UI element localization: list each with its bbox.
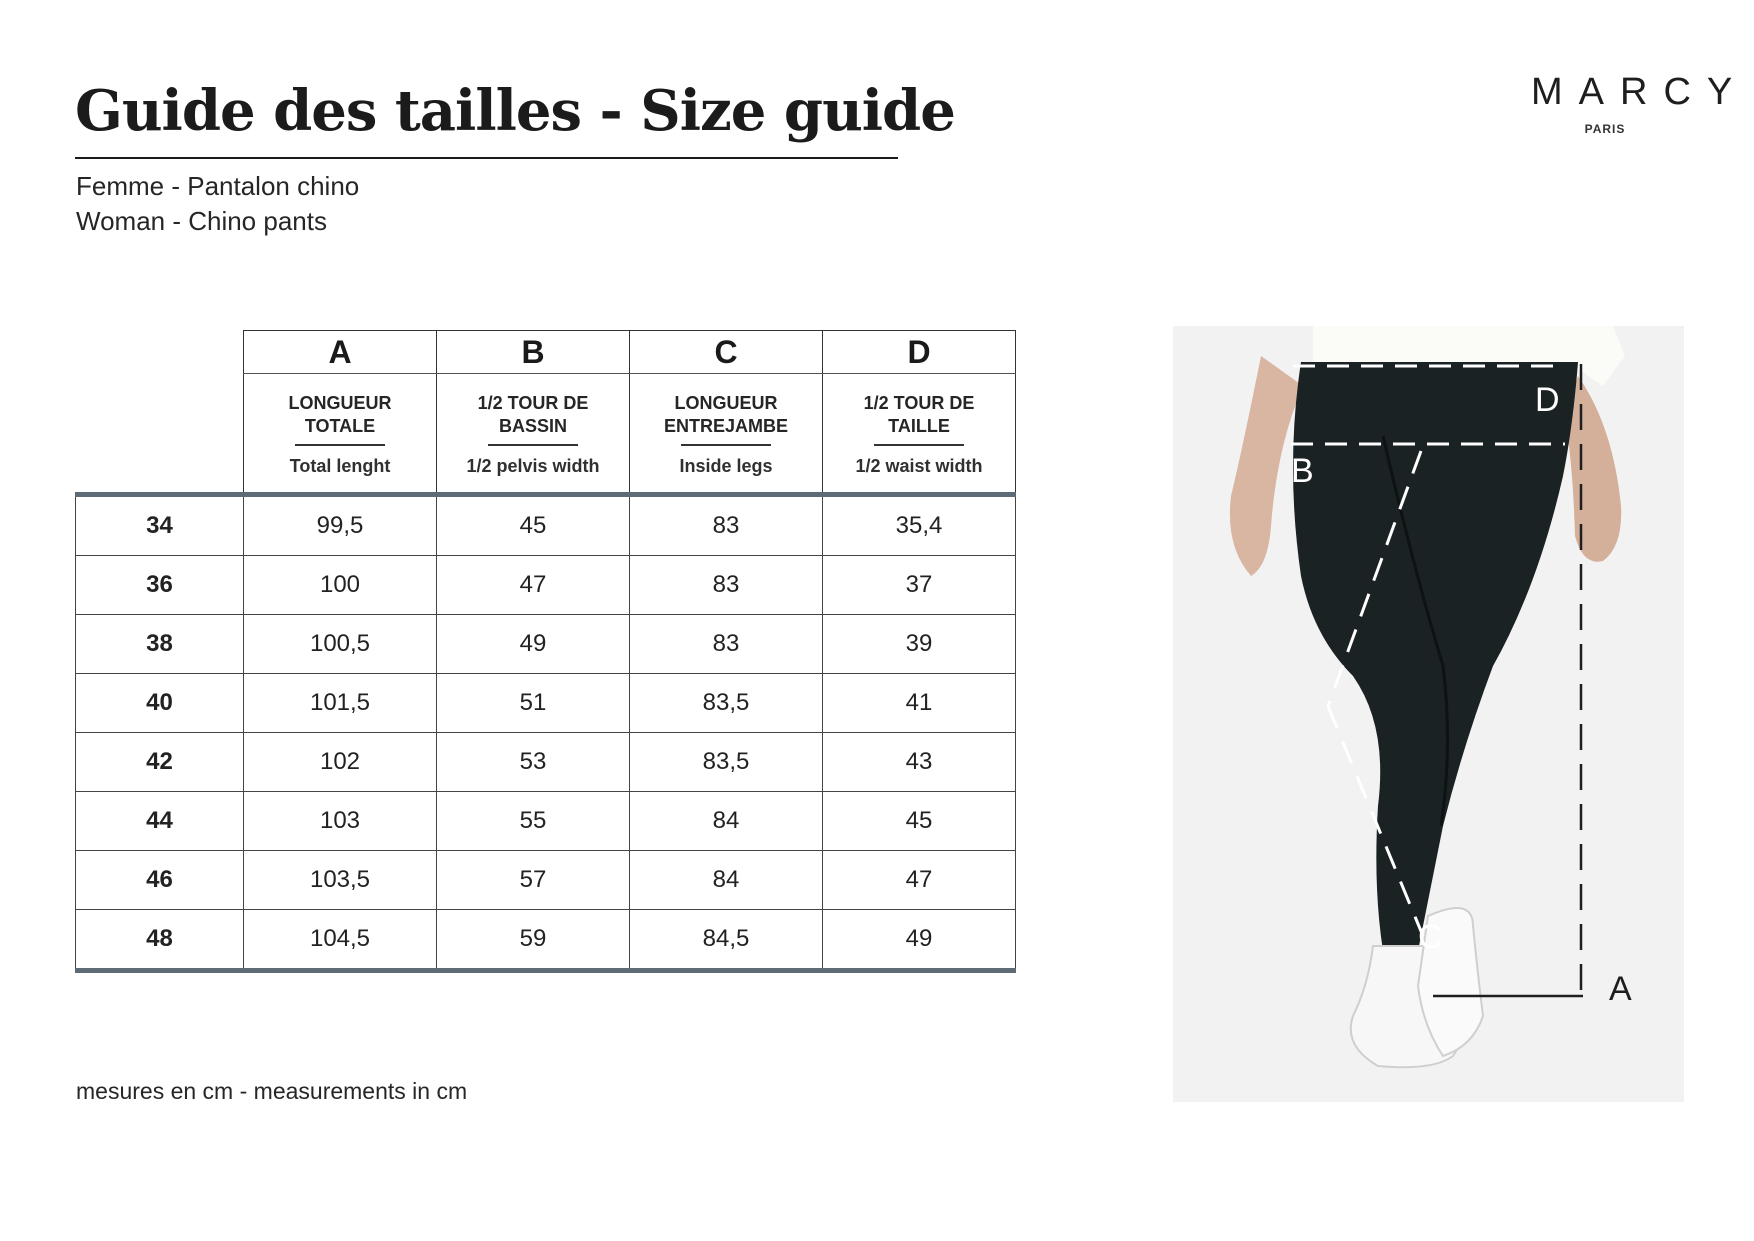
size-table — [75, 330, 1016, 973]
value-c-cell: 83,5 — [630, 733, 823, 792]
size-cell: 42 — [76, 733, 244, 792]
value-b-cell: 45 — [437, 495, 630, 556]
size-cell: 44 — [76, 792, 244, 851]
header-en: 1/2 pelvis width — [466, 456, 600, 476]
column-letter-b: B — [437, 331, 630, 374]
value-d-cell: 37 — [823, 556, 1016, 615]
brand-city: PARIS — [1584, 122, 1626, 136]
table-row — [76, 495, 1016, 556]
measurement-note: mesures en cm - measurements in cm — [76, 1078, 468, 1104]
column-header-c — [630, 374, 823, 495]
value-c-cell: 84 — [630, 792, 823, 851]
header-fr-line1: LONGUEUR — [288, 393, 392, 413]
title-underline — [75, 157, 898, 159]
corner-cell — [76, 331, 244, 374]
value-c-cell: 83 — [630, 556, 823, 615]
value-c-cell: 83 — [630, 615, 823, 674]
table-row — [76, 674, 1016, 733]
column-letter-d: D — [823, 331, 1016, 374]
value-d-cell: 45 — [823, 792, 1016, 851]
header-fr-line2: TAILLE — [888, 416, 950, 436]
brand-name: MARCY — [1531, 71, 1749, 113]
table-row — [76, 556, 1016, 615]
header-fr-line1: 1/2 TOUR DE — [477, 393, 589, 413]
value-b-cell: 53 — [437, 733, 630, 792]
header-fr-line1: 1/2 TOUR DE — [863, 393, 975, 413]
table-row — [76, 733, 1016, 792]
column-letters-row — [76, 331, 1016, 374]
value-b-cell: 47 — [437, 556, 630, 615]
value-d-cell: 47 — [823, 851, 1016, 910]
value-c-cell: 83 — [630, 495, 823, 556]
header-en: Total lenght — [289, 456, 391, 476]
value-a-cell: 100 — [244, 556, 437, 615]
label-b: B — [1291, 452, 1314, 490]
value-a-cell: 99,5 — [244, 495, 437, 556]
column-header-d — [823, 374, 1016, 495]
header-en: 1/2 waist width — [855, 456, 983, 476]
value-c-cell: 84 — [630, 851, 823, 910]
value-a-cell: 101,5 — [244, 674, 437, 733]
value-b-cell: 55 — [437, 792, 630, 851]
size-cell: 48 — [76, 910, 244, 971]
value-d-cell: 41 — [823, 674, 1016, 733]
header-divider — [488, 444, 578, 446]
column-header-b — [437, 374, 630, 495]
subtitle-english: Woman - Chino pants — [76, 206, 327, 236]
value-b-cell: 51 — [437, 674, 630, 733]
value-d-cell: 39 — [823, 615, 1016, 674]
value-b-cell: 57 — [437, 851, 630, 910]
value-b-cell: 49 — [437, 615, 630, 674]
label-a: A — [1609, 970, 1632, 1008]
header-fr-line2: TOTALE — [304, 416, 376, 436]
table-row — [76, 792, 1016, 851]
table-row — [76, 910, 1016, 971]
page-title: Guide des tailles - Size guide — [75, 78, 955, 144]
column-header-a — [244, 374, 437, 495]
label-d: D — [1535, 381, 1560, 419]
trousers-illustration — [1173, 326, 1684, 1102]
table-row — [76, 851, 1016, 910]
column-letter-a: A — [244, 331, 437, 374]
header-en: Inside legs — [679, 456, 773, 476]
header-fr-line2: ENTREJAMBE — [663, 416, 788, 436]
size-cell: 34 — [76, 495, 244, 556]
column-headers-row — [76, 374, 1016, 495]
value-b-cell: 59 — [437, 910, 630, 971]
value-a-cell: 104,5 — [244, 910, 437, 971]
column-letter-c: C — [630, 331, 823, 374]
value-c-cell: 84,5 — [630, 910, 823, 971]
header-divider — [681, 444, 771, 446]
value-a-cell: 103 — [244, 792, 437, 851]
value-d-cell: 43 — [823, 733, 1016, 792]
value-a-cell: 103,5 — [244, 851, 437, 910]
header-fr-line1: LONGUEUR — [674, 393, 778, 413]
size-cell: 40 — [76, 674, 244, 733]
size-cell: 46 — [76, 851, 244, 910]
brand-logo — [1515, 70, 1749, 136]
value-d-cell: 49 — [823, 910, 1016, 971]
label-c: C — [1418, 918, 1443, 956]
subtitle-french: Femme - Pantalon chino — [76, 171, 360, 201]
size-cell: 38 — [76, 615, 244, 674]
value-c-cell: 83,5 — [630, 674, 823, 733]
value-d-cell: 35,4 — [823, 495, 1016, 556]
value-a-cell: 100,5 — [244, 615, 437, 674]
value-a-cell: 102 — [244, 733, 437, 792]
table-row — [76, 615, 1016, 674]
header-divider — [295, 444, 385, 446]
header-fr-line2: BASSIN — [498, 416, 567, 436]
size-cell: 36 — [76, 556, 244, 615]
corner-cell-lower — [76, 374, 244, 495]
header-divider — [874, 444, 964, 446]
measurement-photo — [1173, 326, 1684, 1102]
